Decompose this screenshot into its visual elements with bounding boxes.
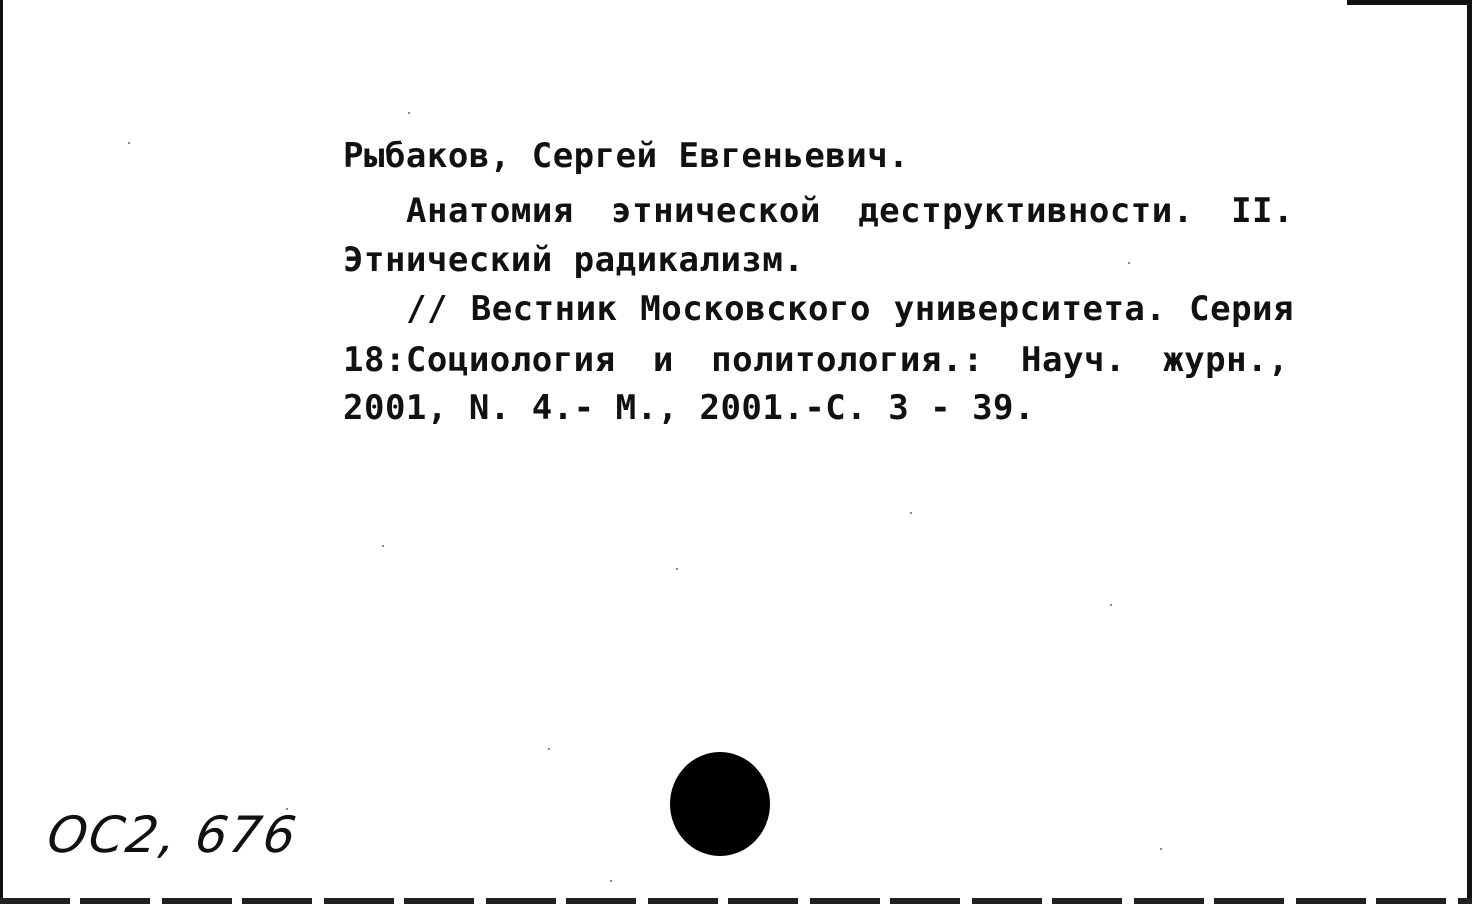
- source-line-continued: 18:Социология и политология.: Науч. журн.,: [343, 340, 1289, 380]
- title-line-continued: Этнический радикализм.: [343, 240, 805, 280]
- punch-hole: [670, 752, 770, 856]
- author-name: Рыбаков, Сергей Евгеньевич.: [343, 136, 910, 176]
- handwritten-shelfmark: ОС2, 676: [43, 806, 302, 864]
- card-right-edge: [1467, 0, 1472, 904]
- title-line: Анатомия этнической деструктивности. II.: [406, 191, 1294, 231]
- card-top-edge: [1347, 0, 1472, 5]
- source-line: // Вестник Московского университета. Серия: [406, 289, 1294, 329]
- card-bottom-edge: [0, 898, 1472, 904]
- source-line-pages: 2001, N. 4.- М., 2001.-С. 3 - 39.: [343, 388, 1036, 428]
- card-left-edge: [0, 0, 3, 904]
